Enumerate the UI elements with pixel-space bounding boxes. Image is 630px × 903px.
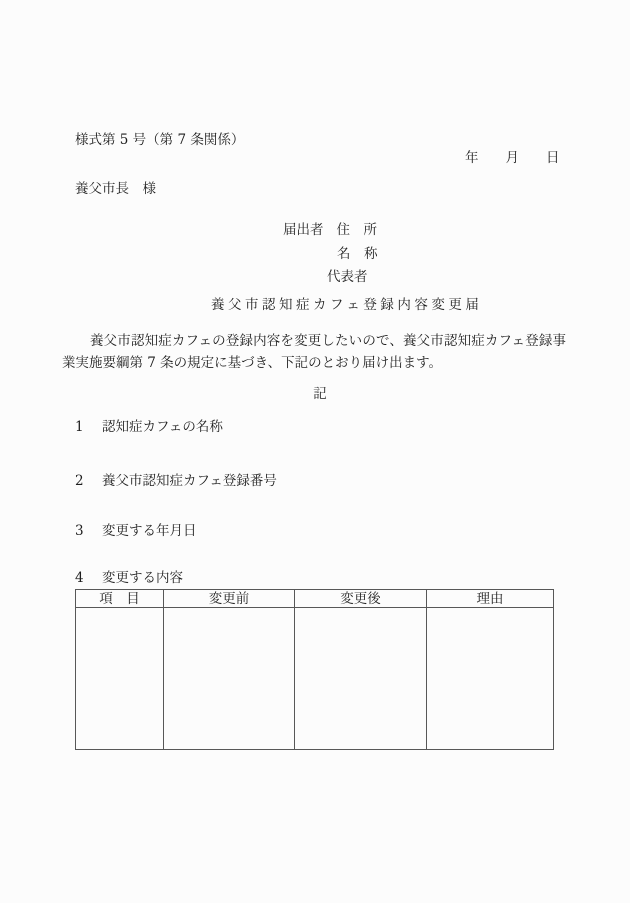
document-title: 養父市認知症カフェ登録内容変更届 [211, 297, 483, 313]
notifier-name-line [337, 243, 378, 267]
change-table-body-row [76, 608, 554, 750]
item-label: 認知症カフェの名称 [102, 419, 223, 435]
notifier-label: 届出者 [283, 222, 324, 238]
change-table-header-row [76, 590, 554, 608]
notifier-address-line [283, 219, 378, 243]
item-label: 変更する年月日 [102, 523, 197, 539]
notifier-representative-line [327, 266, 378, 290]
record-marker: 記 [313, 386, 327, 402]
list-item-change-content [75, 570, 183, 586]
item-number: 1 [75, 419, 84, 435]
addressee-line: 養父市長 様 [75, 181, 156, 197]
column-header-after: 変更後 [295, 590, 427, 608]
change-table [75, 589, 554, 750]
address-field-label: 住 所 [336, 222, 377, 238]
item-label: 養父市認知症カフェ登録番号 [102, 473, 277, 489]
list-item-registration-number [75, 473, 277, 489]
cell-reason [427, 608, 554, 750]
date-line: 年 月 日 [465, 150, 560, 166]
notifier-block [283, 219, 378, 290]
body-paragraph: 養父市認知症カフェの登録内容を変更したいので、養父市認知症カフェ登録事業実施要綱第 7 条の規定に基づき、下記のとおり届け出ます。 [62, 333, 566, 371]
form-number: 様式第 5 号（第 7 条関係） [75, 132, 245, 148]
cell-before [164, 608, 295, 750]
item-number: 3 [75, 523, 84, 539]
representative-field-label: 代表者 [327, 269, 368, 285]
item-number: 4 [75, 570, 84, 586]
column-header-reason: 理由 [427, 590, 554, 608]
cell-item [76, 608, 164, 750]
column-header-item: 項 目 [76, 590, 164, 608]
item-label: 変更する内容 [102, 570, 183, 586]
list-item-cafe-name [75, 419, 223, 435]
item-number: 2 [75, 473, 84, 489]
cell-after [295, 608, 427, 750]
name-field-label: 名 称 [337, 245, 378, 262]
list-item-change-date [75, 523, 197, 539]
column-header-before: 変更前 [164, 590, 295, 608]
